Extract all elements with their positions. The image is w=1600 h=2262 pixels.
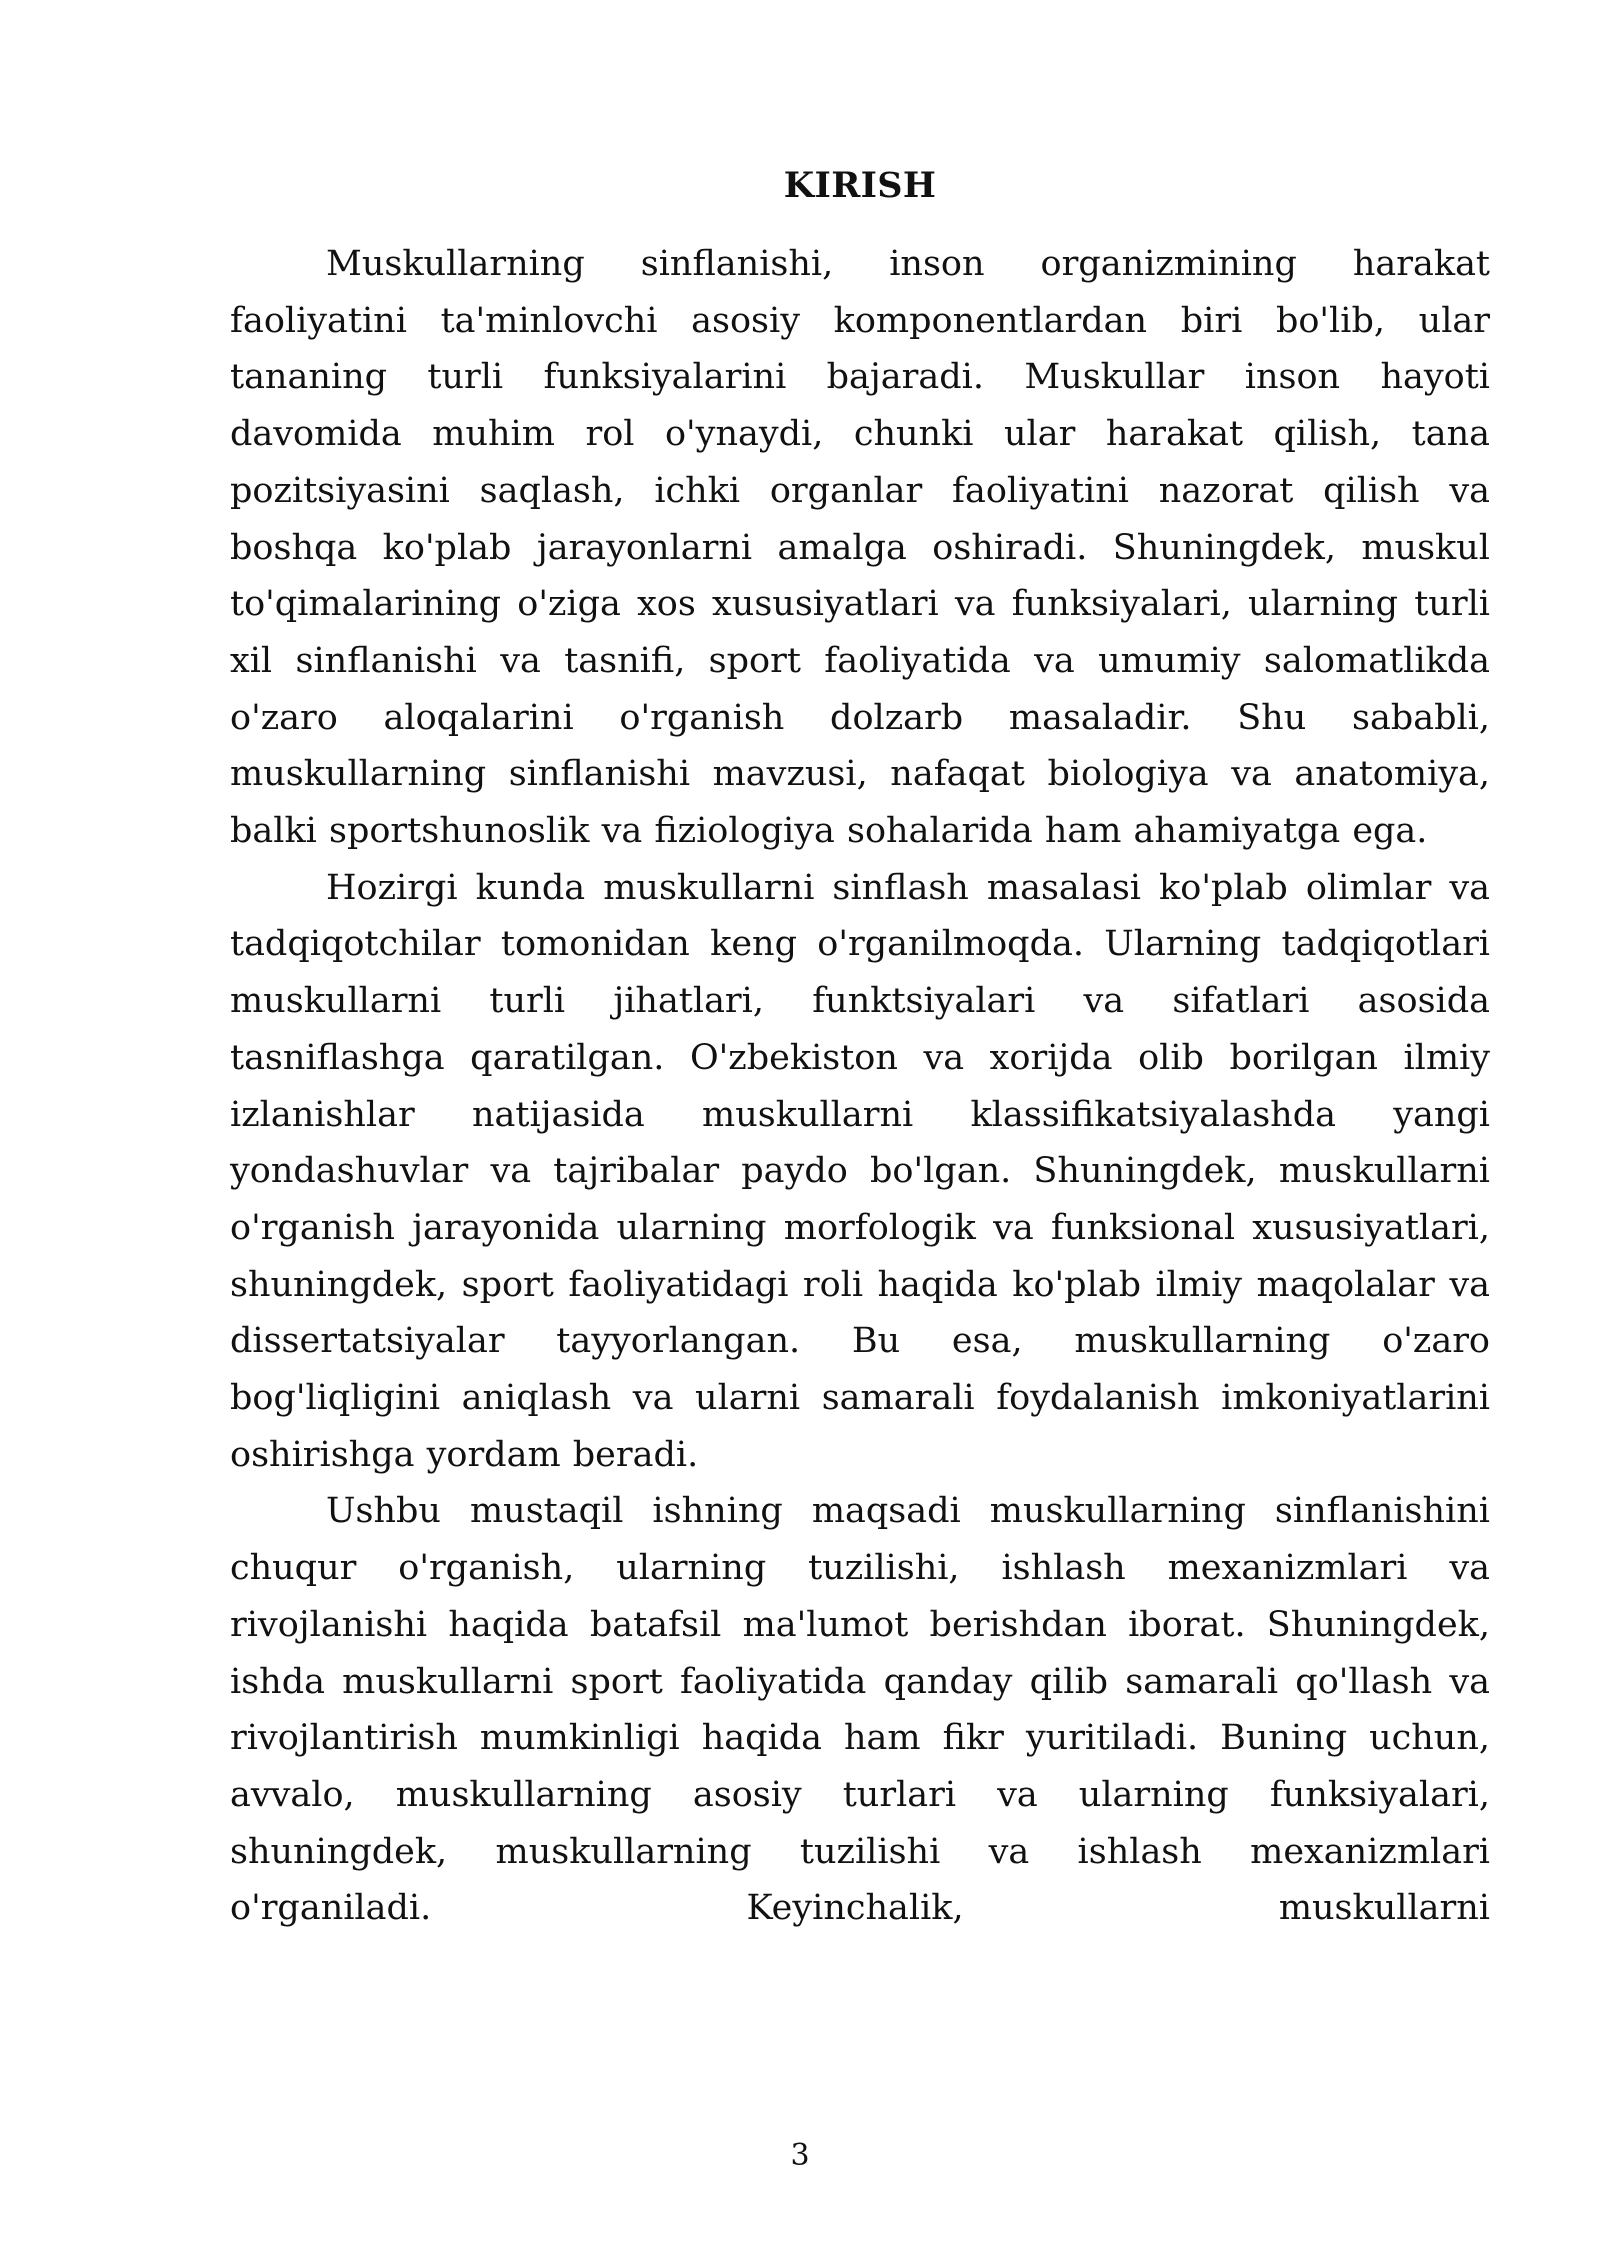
paragraph-1: Muskullarning sinflanishi, inson organizmining harakat faoliyatini ta'minlovchi asosiy komponentlardan biri bo'lib, ular tananing turli funksiyalarini bajaradi. Muskullar inson hayoti davomida muhim rol o'ynaydi, chunki ular harakat qilish, tana pozitsiyasini saqlash, ichki organlar faoliyatini nazorat qilish va boshqa ko'plab jarayonlarni amalga oshiradi. Shuningdek, muskul to'qimalarining o'ziga xos xususiyatlari va funksiyalari, ularning turli xil sinflanishi va tasnifi, sport faoliyatida va umumiy salomatlikda o'zaro aloqalarini o'rganish dolzarb masaladir. Shu sababli, muskullarning sinflanishi mavzusi, nafaqat biologiya va anatomiya, balki sportshunoslik va fiziologiya sohalarida ham ahamiyatga ega.	[230, 244, 1490, 852]
paragraph-2: Hozirgi kunda muskullarni sinflash masalasi ko'plab olimlar va tadqiqotchilar tomonidan keng o'rganilmoqda. Ularning tadqiqotlari muskullarni turli jihatlari, funktsiyalari va sifatlari asosida tasniflashga qaratilgan. O'zbekiston va xorijda olib borilgan ilmiy izlanishlar natijasida muskullarni klassifikatsiyalashda yangi yondashuvlar va tajribalar paydo bo'lgan. Shuningdek, muskullarni o'rganish jarayonida ularning morfologik va funksional xususiyatlari, shuningdek, sport faoliyatidagi roli haqida ko'plab ilmiy maqolalar va dissertatsiyalar tayyorlangan. Bu esa, muskullarning o'zaro bog'liqligini aniqlash va ularni samarali foydalanish imkoniyatlarini oshirishga yordam beradi.	[230, 867, 1490, 1475]
page-number: 3	[790, 2138, 810, 2173]
document-title: KIRISH	[783, 165, 937, 206]
page-content	[230, 158, 1490, 1937]
paragraph-3: Ushbu mustaqil ishning maqsadi muskullarning sinflanishini chuqur o'rganish, ularning tuzilishi, ishlash mexanizmlari va rivojlanishi haqida batafsil ma'lumot berishdan iborat. Shuningdek, ishda muskullarni sport faoliyatida qanday qilib samarali qo'llash va rivojlantirish mumkinligi haqida ham fikr yuritiladi. Buning uchun, avvalo, muskullarning asosiy turlari va ularning funksiyalari, shuningdek, muskullarning tuzilishi va ishlash mexanizmlari o'rganiladi. Keyinchalik, muskullarni	[230, 1491, 1490, 1929]
